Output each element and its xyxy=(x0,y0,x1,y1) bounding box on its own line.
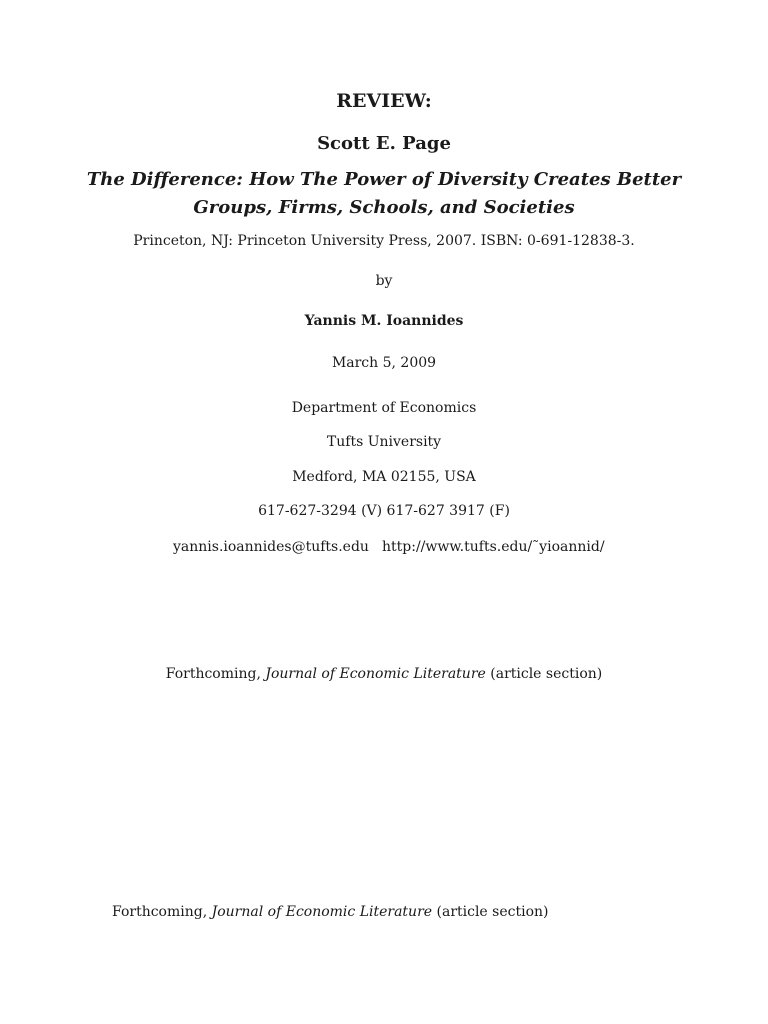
forthcoming-suffix: (article section) xyxy=(485,666,603,682)
publisher-info: Princeton, NJ: Princeton University Press, 2007. ISBN: 0-691-12838-3. xyxy=(133,233,635,249)
department: Department of Economics xyxy=(291,400,477,416)
book-author: Scott E. Page xyxy=(317,133,451,154)
footer-forthcoming-note xyxy=(112,904,549,920)
email-link[interactable]: yannis.ioannides@tufts.edu xyxy=(173,539,369,555)
book-title-line-1: The Difference: How The Power of Diversity Creates Better xyxy=(86,169,682,190)
review-heading: REVIEW: xyxy=(336,90,432,112)
reviewer-name: Yannis M. Ioannides xyxy=(304,313,464,329)
phone-fax: 617-627-3294 (V) 617-627 3917 (F) xyxy=(258,503,510,519)
footer-forthcoming-prefix: Forthcoming, xyxy=(112,904,212,920)
university: Tufts University xyxy=(326,434,442,450)
book-title-line-2: Groups, Firms, Schools, and Societies xyxy=(193,197,575,218)
footer-forthcoming-suffix: (article section) xyxy=(432,904,549,920)
book-title xyxy=(0,166,768,222)
forthcoming-prefix: Forthcoming, xyxy=(165,666,266,682)
review-date: March 5, 2009 xyxy=(331,355,437,371)
address-city: Medford, MA 02155, USA xyxy=(292,469,476,485)
footer-forthcoming-journal: Journal of Economic Literature xyxy=(211,904,433,920)
forthcoming-journal: Journal of Economic Literature xyxy=(265,666,486,682)
homepage-link[interactable]: http://www.tufts.edu/˜yioannid/ xyxy=(382,539,605,555)
by-label: by xyxy=(375,273,393,289)
forthcoming-note xyxy=(0,666,768,682)
